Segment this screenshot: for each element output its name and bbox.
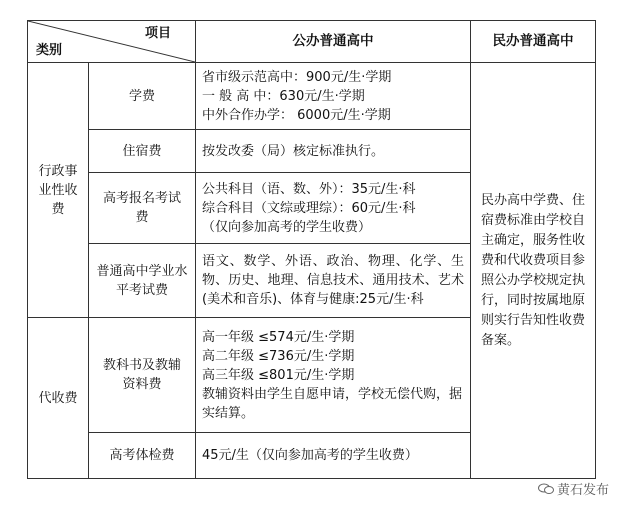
- watermark: [538, 479, 609, 498]
- group-admin: 行政事业性收费: [28, 63, 89, 318]
- text-line: 语文、数学、外语、政治、物理、化学、生物、历史、地理、信息技术、通用技术、艺术(美术和音乐)、体育与健康:25元/生·科: [202, 254, 464, 307]
- header-category-label: 类别: [36, 43, 63, 58]
- text-line: 一 般 高 中：630元/生·学期: [202, 88, 365, 104]
- text-line: 高一年级 ≤574元/生·学期: [202, 329, 355, 345]
- row-gaokao-exam-name: 高考报名考试费: [89, 173, 196, 244]
- text-line: 高二年级 ≤736元/生·学期: [202, 348, 355, 364]
- header-item-label: 项目: [144, 26, 171, 41]
- header-private: 民办普通高中: [471, 21, 596, 63]
- row-level-exam-value: [196, 244, 471, 318]
- text-line: 教辅资料由学生自愿申请，学校无偿代购，据实结算。: [202, 386, 463, 421]
- row-dorm-name: 住宿费: [89, 130, 196, 173]
- watermark-text: 黄石发布: [556, 483, 609, 498]
- row-medical-value: [196, 433, 471, 479]
- text-line: 45元/生（仅向参加高考的学生收费）: [202, 448, 418, 463]
- row-textbook-name: 教科书及教辅资料费: [89, 318, 196, 433]
- row-tuition-name: 学费: [89, 63, 196, 130]
- chat-bubble-icon: [538, 483, 554, 495]
- text-line: 中外合作办学： 6000元/生·学期: [202, 107, 391, 123]
- row-gaokao-exam-value: [196, 173, 471, 244]
- group-agency: 代收费: [28, 318, 89, 479]
- header-diagonal-cell: [28, 21, 196, 63]
- row-tuition-value: [196, 63, 471, 130]
- fee-table: [27, 20, 596, 479]
- text-line: 省市级示范高中：900元/生·学期: [202, 69, 392, 85]
- text-line: 按发改委（局）核定标准执行。: [202, 143, 385, 159]
- row-textbook-value: [196, 318, 471, 433]
- row-medical-name: 高考体检费: [89, 433, 196, 479]
- header-public: 公办普通高中: [196, 21, 471, 63]
- text-line: 公共科目（语、数、外）：35元/生·科: [202, 181, 416, 197]
- text-line: （仅向参加高考的学生收费）: [202, 219, 372, 235]
- private-note: 民办高中学费、住宿费标准由学校自主确定，服务性收费和代收费项目参照公办学校规定执行，同时按属地原则实行告知性收费备案。: [471, 63, 596, 479]
- row-dorm-value: [196, 130, 471, 173]
- text-line: 高三年级 ≤801元/生·学期: [202, 367, 355, 383]
- row-level-exam-name: 普通高中学业水平考试费: [89, 244, 196, 318]
- text-line: 综合科目（文综或理综）：60元/生·科: [202, 200, 416, 216]
